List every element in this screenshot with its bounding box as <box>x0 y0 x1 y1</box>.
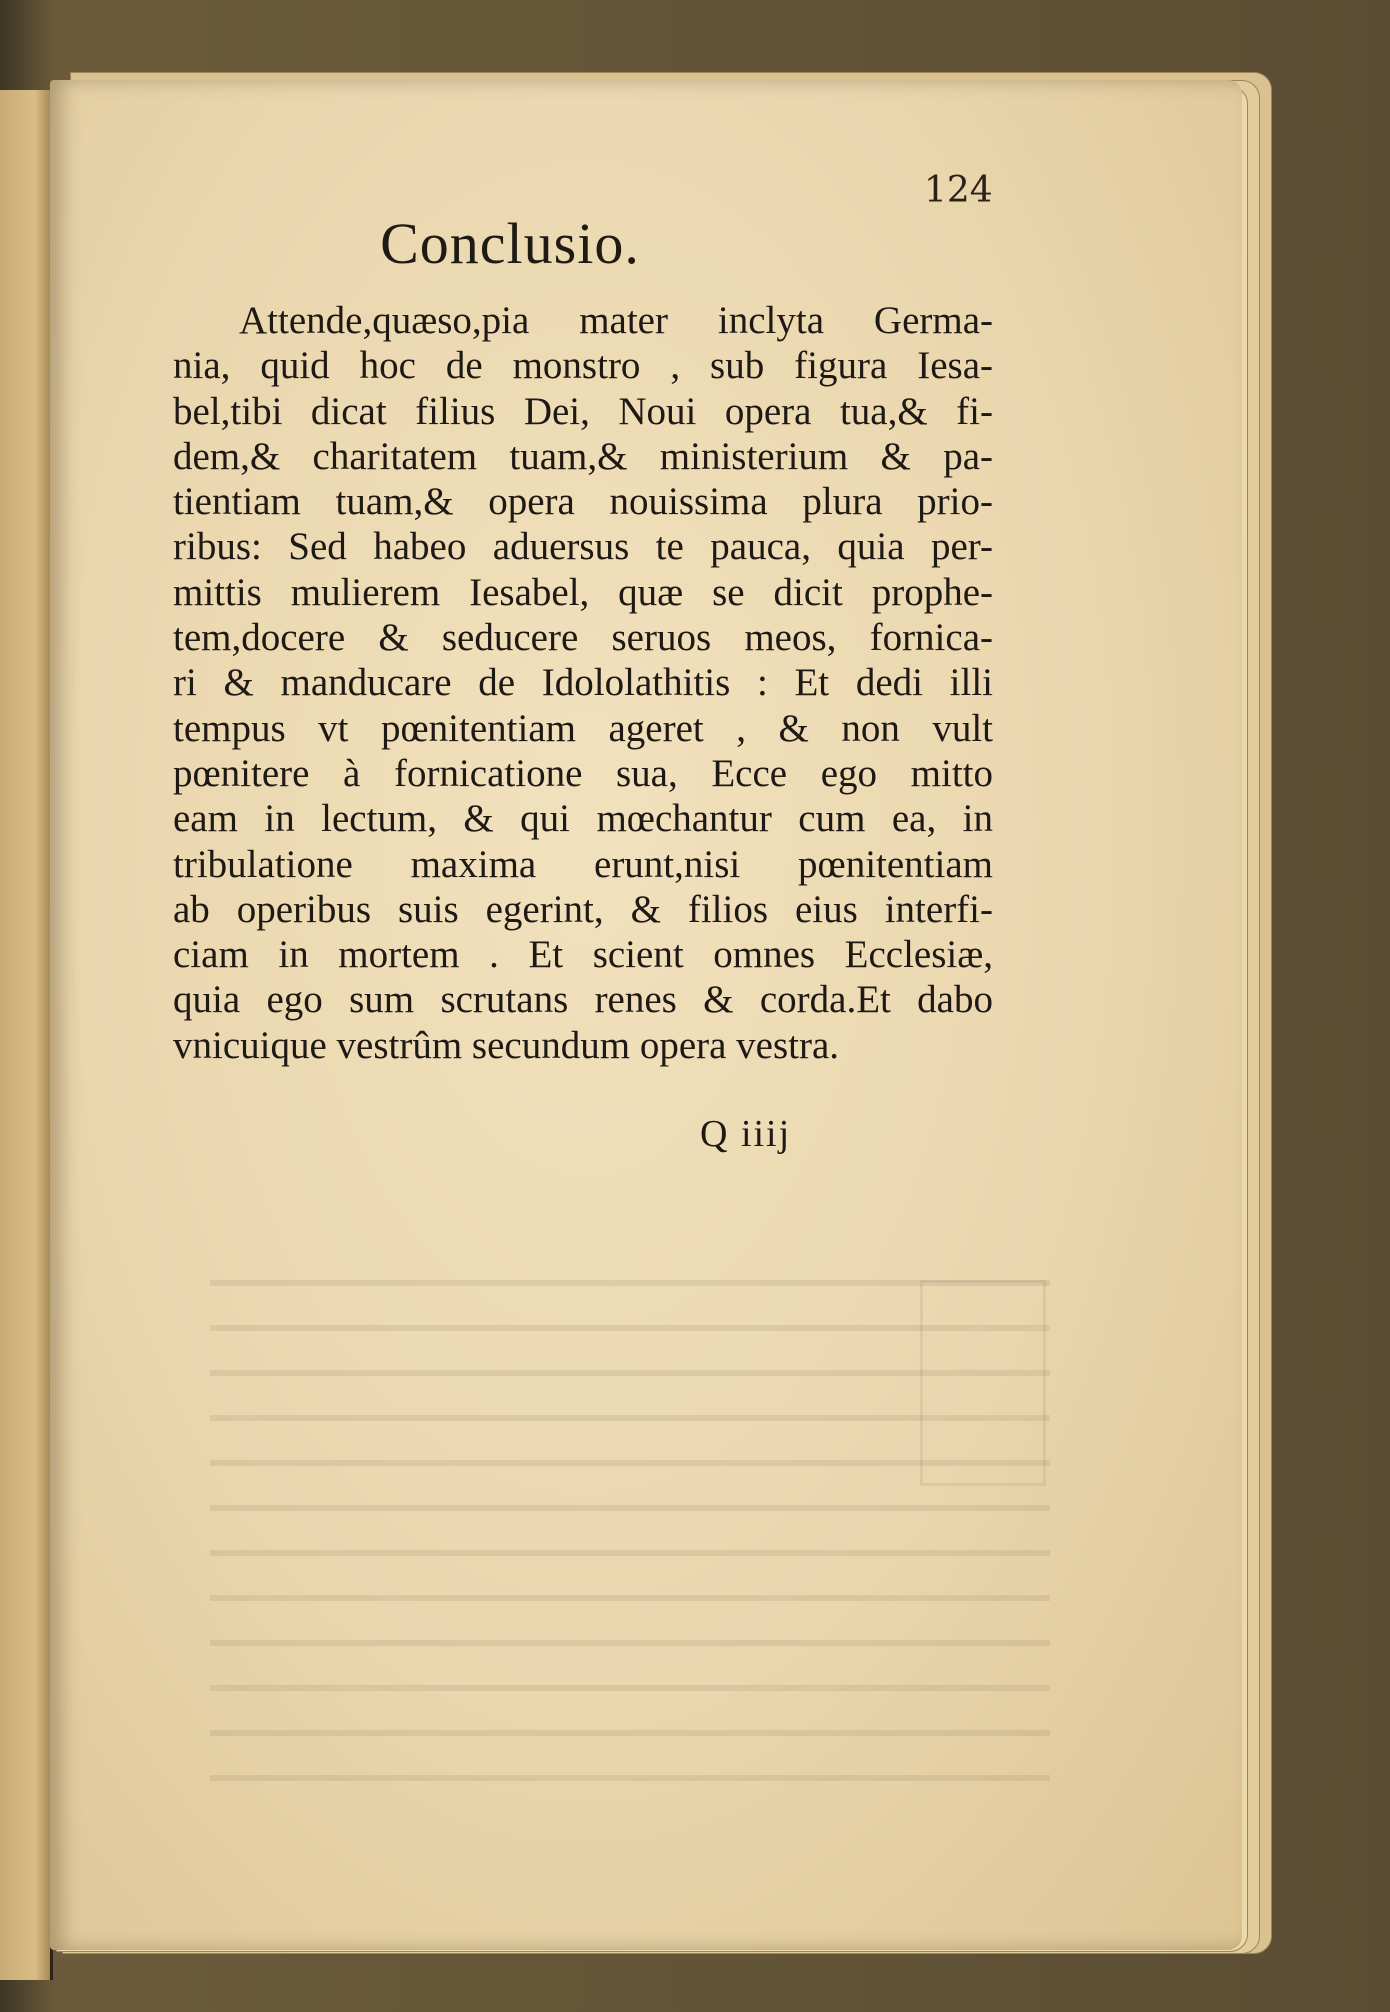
body-text <box>173 298 993 1068</box>
text-line: bel,tibi dicat filius Dei, Noui opera tua,& fi- <box>173 389 993 433</box>
text-line: dem,& charitatem tuam,& ministerium & pa- <box>173 434 993 478</box>
text-line: quia ego sum scrutans renes & corda.Et dabo <box>173 978 993 1022</box>
text-line: ribus: Sed habeo aduersus te pauca, quia per- <box>173 525 993 569</box>
text-line: pœnitere à fornicatione sua, Ecce ego mitto <box>173 751 993 795</box>
text-line: mittis mulierem Iesabel, quæ se dicit prophe- <box>173 570 993 614</box>
show-through-initial <box>920 1280 1046 1486</box>
text-line: nia, quid hoc de monstro , sub figura Iesa- <box>173 344 993 388</box>
text-line: tribulatione maxima erunt,nisi pœnitentiam <box>173 842 993 886</box>
text-line: tempus vt pœnitentiam ageret , & non vult <box>173 706 993 750</box>
facing-page-edge <box>0 90 53 1980</box>
text-line: tem,docere & seducere seruos meos, fornica- <box>173 616 993 660</box>
text-line: tientiam tuam,& opera nouissima plura prio- <box>173 480 993 524</box>
signature-mark: Q iiij <box>700 1113 792 1155</box>
text-line: ri & manducare de Idololathitis : Et dedi illi <box>173 661 993 705</box>
page-number: 124 <box>924 170 993 211</box>
text-line: Attende,quæso,pia mater inclyta Germa- <box>239 299 993 342</box>
text-line: vnicuique vestrûm secundum opera vestra. <box>173 1023 840 1067</box>
text-line: ciam in mortem . Et scient omnes Ecclesiæ, <box>173 933 993 977</box>
page-heading: Conclusio. <box>380 211 640 276</box>
text-line: eam in lectum, & qui mœchantur cum ea, in <box>173 797 993 841</box>
text-line: ab operibus suis egerint, & filios eius interfi- <box>173 887 993 931</box>
